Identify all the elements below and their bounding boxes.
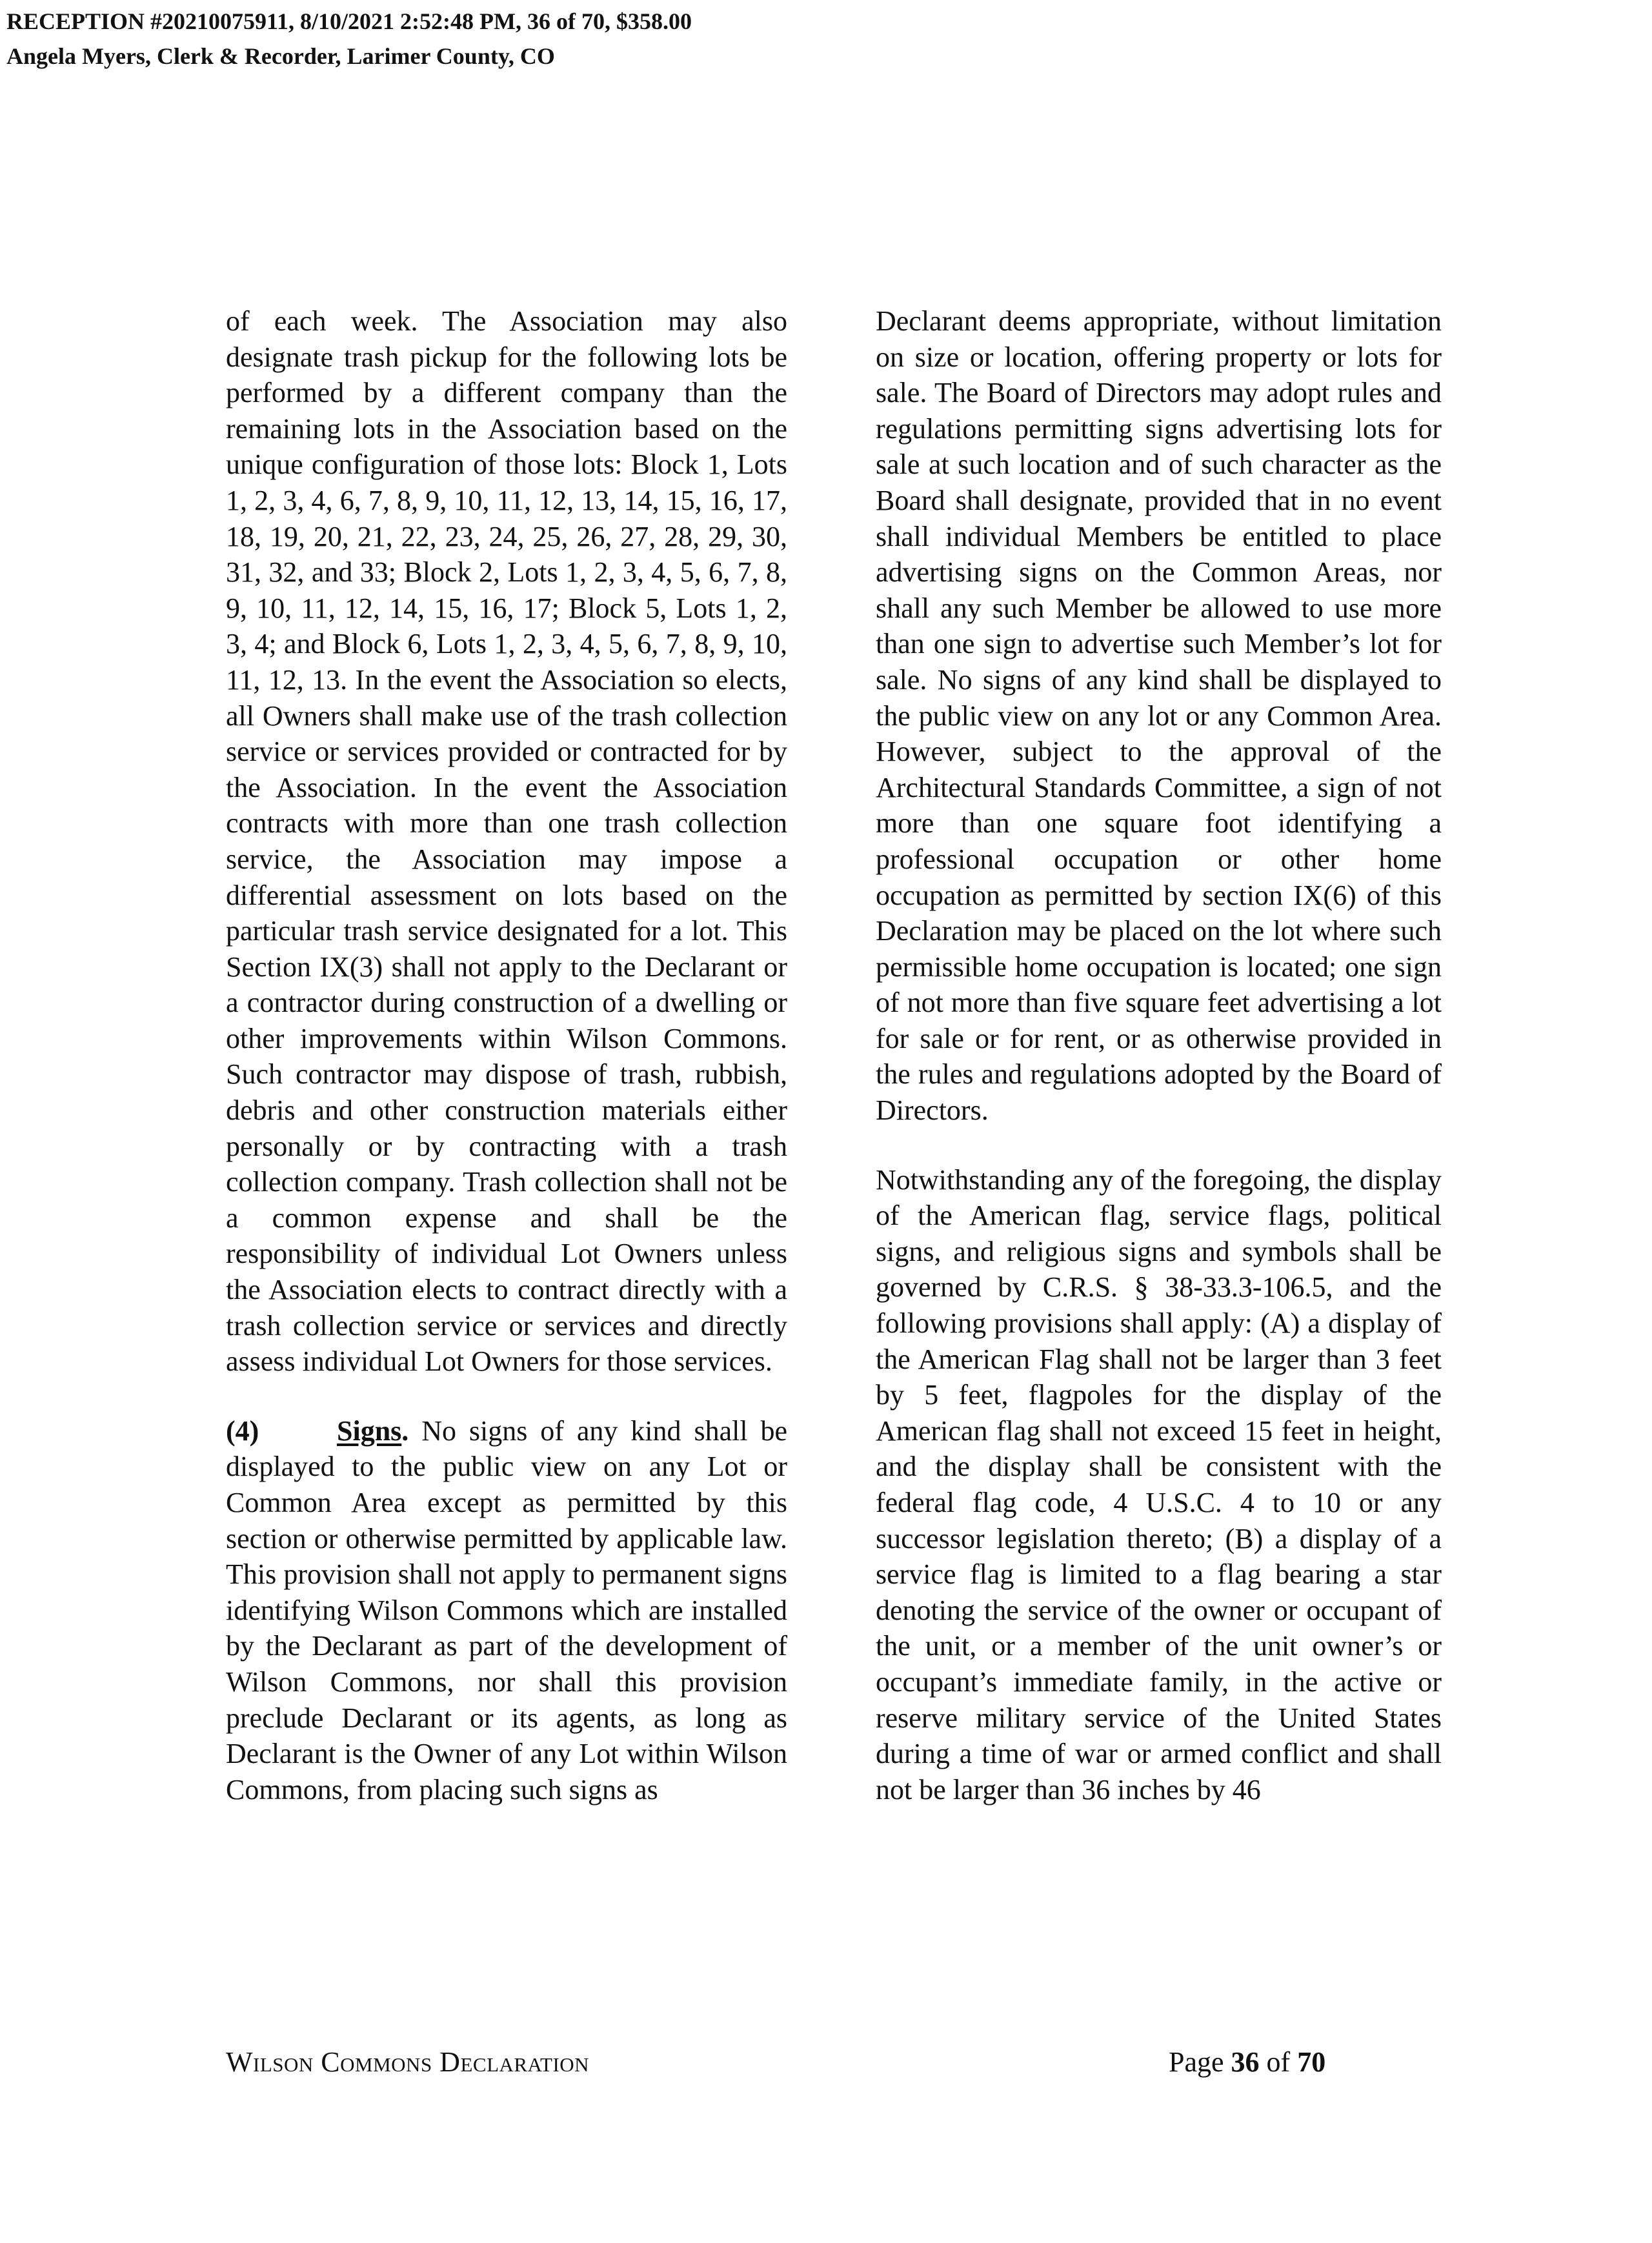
section-title-period: . [401,1414,409,1447]
right-column [876,303,1442,1807]
flag-display-paragraph: Notwithstanding any of the foregoing, the display of the American flag, service flags, political signs, and religious signs and symbols shall be governed by C.R.S. § 38-33.3-106.5, and the following provisions shall apply: (A) a display of the American Flag shall not be larger than 3 feet by 5 feet, flagpoles for the display of the American flag shall not exceed 15 feet in height, and the display shall be consistent with the federal flag code, 4 U.S.C. 4 to 10 or any successor legislation thereto; (B) a display of a service flag is limited to a flag bearing a star denoting the service of the owner or occupant of the unit, or a member of the unit owner’s or occupant’s immediate family, in the active or reserve military service of the United States during a time of war or armed conflict and shall not be larger than 36 inches by 46 [876,1163,1442,1805]
footer-page-number [1169,2044,1325,2080]
clerk-line: Angela Myers, Clerk & Recorder, Larimer County, CO [6,43,555,69]
trash-collection-paragraph: of each week. The Association may also designate trash pickup for the following lots be performed by a different company than the remaining lots in the Association based on the unique configuration of those lots: Block 1, Lots 1, 2, 3, 4, 6, 7, 8, 9, 10, 11, 12, 13, 14, 15, 16, 17, 18, 19, 20, 21, 22, 23, 24, 25, 26, 27, 28, 29, 30, 31, 32, and 33; Block 2, Lots 1, 2, 3, 4, 5, 6, 7, 8, 9, 10, 11, 12, 14, 15, 16, 17; Block 5, Lots 1, 2, 3, 4; and Block 6, Lots 1, 2, 3, 4, 5, 6, 7, 8, 9, 10, 11, 12, 13. In the event the Association so elects, all Owners shall make use of the trash collection service or services provided or contracted for by the Association. In the event the Association contracts with more than one trash collection service, the Association may impose a differential assessment on lots based on the particular trash service designated for a lot. This Section IX(3) shall not apply to the Declarant or a contractor during construction of a dwelling or other improvements within Wilson Commons. Such contractor may dispose of trash, rubbish, debris and other construction materials either personally or by contracting with a trash collection company. Trash collection shall not be a common expense and shall be the responsibility of individual Lot Owners unless the Association elects to contract directly with a trash collection service or services and directly assess individual Lot Owners for those services. [226,305,787,1378]
signs-section-paragraph [226,1413,787,1808]
signs-section-text: No signs of any kind shall be displayed to the public view on any Lot or Common Area except as permitted by this section or otherwise permitted by applicable law. This provision shall not apply to permanent signs identifying Wilson Commons which are installed by the Declarant as part of the development of Wilson Commons, nor shall this provision preclude Declarant or its agents, as long as Declarant is the Owner of any Lot within Wilson Commons, from placing such signs as [226,1414,787,1805]
page-prefix: Page [1169,2046,1231,2078]
left-column [226,303,787,1807]
section-title: Signs [337,1414,402,1447]
page-current: 36 [1231,2046,1260,2078]
reception-line: RECEPTION #20210075911, 8/10/2021 2:52:48 PM, 36 of 70, $358.00 [6,8,692,34]
recording-stamp [6,4,692,74]
section-number: (4) [226,1414,259,1447]
footer-document-title: Wilson Commons Declaration [226,2046,590,2078]
page-of: of [1259,2046,1298,2078]
declarant-signs-paragraph: Declarant deems appropriate, without limitation on size or location, offering property or lots for sale. The Board of Directors may adopt rules and regulations permitting signs advertising lots for sale at such location and of such character as the Board shall designate, provided that in no event shall individual Members be entitled to place advertising signs on the Common Areas, nor shall any such Member be allowed to use more than one sign to advertise such Member’s lot for sale. No signs of any kind shall be displayed to the public view on any lot or any Common Area. However, subject to the approval of the Architectural Standards Committee, a sign of not more than one square foot identifying a professional occupation or other home occupation as permitted by section IX(6) of this Declaration may be placed on the lot where such permissible home occupation is located; one sign of not more than five square feet advertising a lot for sale or for rent, or as otherwise provided in the rules and regulations adopted by the Board of Directors. [876,305,1442,1127]
page-total: 70 [1297,2046,1326,2078]
